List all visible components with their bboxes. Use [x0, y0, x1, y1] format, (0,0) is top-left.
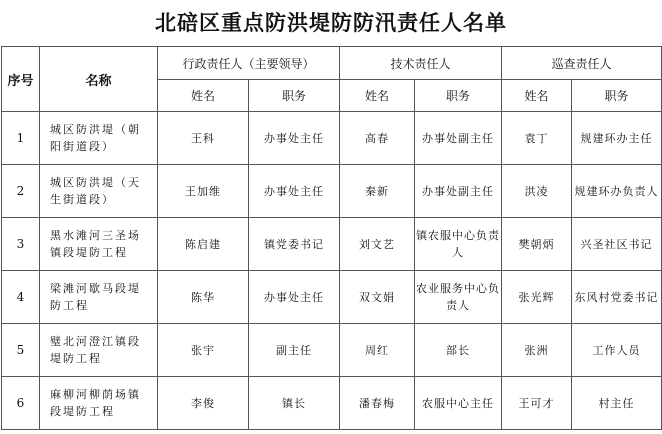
header-patrol-position: 职务 — [572, 80, 662, 112]
header-patrol-person: 姓名 — [502, 80, 572, 112]
cell-patrol-name: 王可才 — [502, 377, 572, 430]
table-row — [2, 112, 662, 165]
cell-admin-position: 办事处主任 — [249, 165, 340, 218]
table-row — [2, 165, 662, 218]
cell-patrol-position: 村主任 — [572, 377, 662, 430]
table-row — [2, 377, 662, 430]
page-title: 北碚区重点防洪堤防防汛责任人名单 — [155, 11, 507, 35]
header-tech-group: 技术责任人 — [340, 47, 502, 80]
header-admin-person: 姓名 — [158, 80, 249, 112]
cell-name: 黑水滩河三圣场镇段堤防工程 — [40, 218, 158, 271]
header-name: 名称 — [40, 47, 158, 112]
cell-seq: 1 — [2, 112, 40, 165]
header-tech-person: 姓名 — [340, 80, 415, 112]
table-row — [2, 218, 662, 271]
cell-seq: 3 — [2, 218, 40, 271]
cell-tech-name: 双文娟 — [340, 271, 415, 324]
cell-tech-name: 高春 — [340, 112, 415, 165]
table-row — [2, 324, 662, 377]
cell-admin-position: 镇党委书记 — [249, 218, 340, 271]
header-row-group — [2, 47, 662, 80]
cell-seq: 2 — [2, 165, 40, 218]
cell-patrol-name: 洪凌 — [502, 165, 572, 218]
cell-tech-position: 办事处副主任 — [415, 112, 502, 165]
cell-tech-position: 镇农服中心负责人 — [415, 218, 502, 271]
cell-seq: 6 — [2, 377, 40, 430]
cell-admin-name: 陈华 — [158, 271, 249, 324]
header-admin-position: 职务 — [249, 80, 340, 112]
header-tech-position: 职务 — [415, 80, 502, 112]
cell-tech-position: 农业服务中心负责人 — [415, 271, 502, 324]
cell-tech-position: 办事处副主任 — [415, 165, 502, 218]
cell-patrol-position: 东风村党委书记 — [572, 271, 662, 324]
cell-seq: 5 — [2, 324, 40, 377]
cell-patrol-name: 张光辉 — [502, 271, 572, 324]
cell-patrol-name: 袁丁 — [502, 112, 572, 165]
cell-admin-position: 办事处主任 — [249, 112, 340, 165]
cell-patrol-position: 工作人员 — [572, 324, 662, 377]
cell-name: 城区防洪堤（天生街道段） — [40, 165, 158, 218]
cell-admin-name: 王加维 — [158, 165, 249, 218]
cell-patrol-name: 张洲 — [502, 324, 572, 377]
cell-tech-position: 部长 — [415, 324, 502, 377]
responsibility-table — [1, 46, 662, 430]
cell-name: 梁滩河歇马段堤防工程 — [40, 271, 158, 324]
header-patrol-group: 巡查责任人 — [502, 47, 662, 80]
table-row — [2, 271, 662, 324]
cell-tech-name: 刘文艺 — [340, 218, 415, 271]
cell-admin-name: 陈启建 — [158, 218, 249, 271]
cell-tech-name: 周红 — [340, 324, 415, 377]
cell-patrol-position: 规建环办负责人 — [572, 165, 662, 218]
cell-admin-name: 王科 — [158, 112, 249, 165]
cell-admin-position: 镇长 — [249, 377, 340, 430]
cell-patrol-position: 规建环办主任 — [572, 112, 662, 165]
cell-patrol-position: 兴圣社区书记 — [572, 218, 662, 271]
header-admin-group: 行政责任人（主要领导） — [158, 47, 340, 80]
cell-admin-name: 李俊 — [158, 377, 249, 430]
cell-tech-name: 潘春梅 — [340, 377, 415, 430]
cell-name: 城区防洪堤（朝阳街道段） — [40, 112, 158, 165]
cell-admin-position: 办事处主任 — [249, 271, 340, 324]
cell-seq: 4 — [2, 271, 40, 324]
cell-name: 璧北河澄江镇段堤防工程 — [40, 324, 158, 377]
cell-tech-position: 农服中心主任 — [415, 377, 502, 430]
cell-name: 麻柳河柳荫场镇段堤防工程 — [40, 377, 158, 430]
cell-tech-name: 秦新 — [340, 165, 415, 218]
cell-patrol-name: 樊朝炳 — [502, 218, 572, 271]
cell-admin-name: 张宇 — [158, 324, 249, 377]
header-seq: 序号 — [2, 47, 40, 112]
cell-admin-position: 副主任 — [249, 324, 340, 377]
